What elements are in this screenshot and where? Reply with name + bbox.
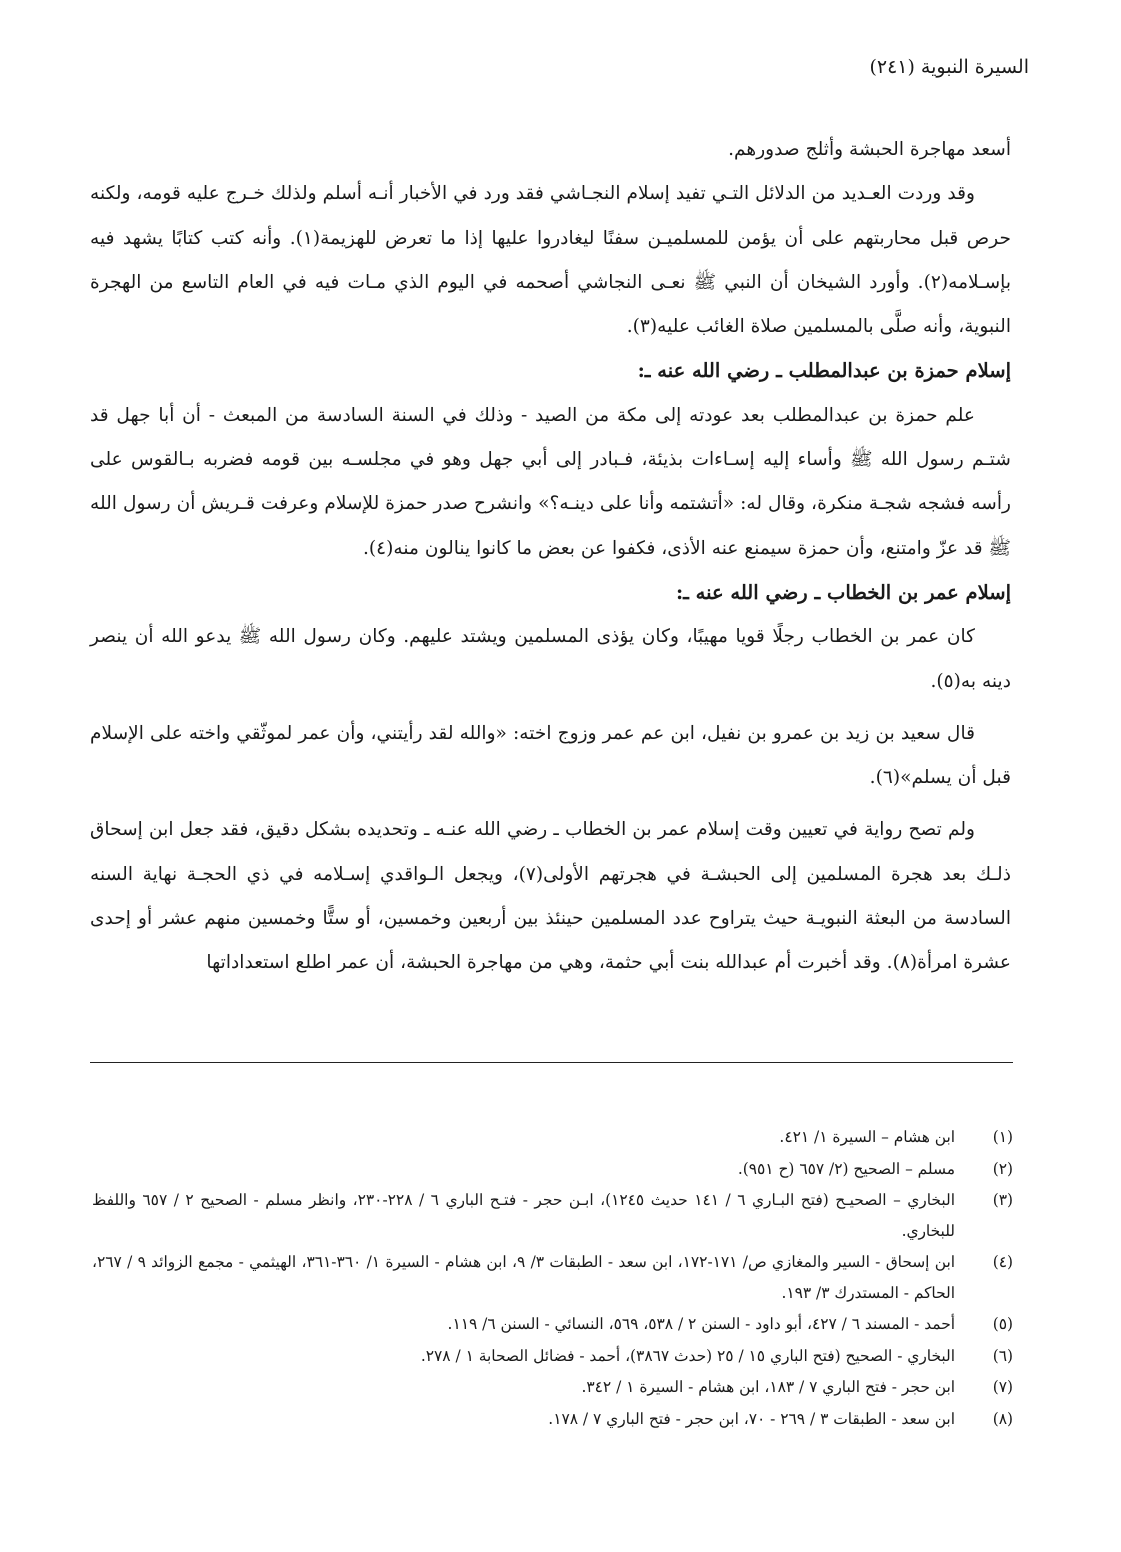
footnote-text: ابن حجر - فتح الباري ٧ / ١٨٣، ابن هشام - السيرة ١ / ٣٤٢. xyxy=(581,1378,955,1396)
paragraph-umar-intro: كان عمر بن الخطاب رجلًا قويا مهيبًا، وكان يؤذى المسلمين ويشتد عليهم. وكان رسول الله ﷺ يدعو الله أن ينصر دينه به(٥). xyxy=(90,626,1011,692)
footnote-number: (٢) xyxy=(992,1159,1013,1178)
footnote-divider xyxy=(90,1062,1013,1063)
footnote-number: (٥) xyxy=(992,1315,1013,1333)
paragraph-umar-timing: ولم تصح رواية في تعيين وقت إسلام عمر بن الخطاب ـ رضي الله عنـه ـ وتحديده بشكل دقيق، فقد جعل ابن إسحاق ذلـك بعد هجرة المسلمين إلى الحبشـة في هجرتهم الأولى(٧)، ويجعل الـواقدي إسـلامه في ذي الحجـة نهاية السنه السادسة من البعثة النبويـة حيث يتراوح عدد المسلمين حينئذ بين أربعين وخمسين، أو ستًّا وخمسين منهم عشر أو إحدى عشرة امرأة(٨). وقد أخبرت أم عبدالله بنت أبي حثمة، وهي من مهاجرة الحبشة، أن عمر اطلع استعداداتها xyxy=(90,819,1011,974)
paragraph-najashi: وقد وردت العـديد من الدلائل التـي تفيد إسلام النجـاشي فقد ورد في الأخبار أنـه أسلم ولذلك خـرج عليه قومه، ولكنه حرص قبل محاربتهم على أن يؤمن للمسلميـن سفنًا ليغادروا عليها إذا ما تعرض للهزيمة(١). وأنه كتب كتابًا يشهد فيه بإسـلامه(٢). وأورد الشيخان أن النبي ﷺ نعـى النجاشي أصحمه في اليوم الذي مـات فيه في العام التاسع من الهجرة النبوية، وأنه صلَّى بالمسلمين صلاة الغائب عليه(٣). xyxy=(90,183,1011,338)
footnote-number: (٦) xyxy=(992,1346,1013,1365)
section-heading-hamza: إسلام حمزة بن عبدالمطلب ـ رضي الله عنه ـ: xyxy=(637,359,1011,383)
footnote-item xyxy=(92,1247,1013,1308)
footnote-number: (٤) xyxy=(992,1253,1013,1271)
paragraph-said-quote: قال سعيد بن زيد بن عمرو بن نفيل، ابن عم عمر وزوج اخته: «والله لقد رأيتني، وأن عمر لموثّقي واخته على الإسلام قبل أن يسلم»(٦). xyxy=(90,722,1011,789)
footnote-text: البخاري – الصحيـح (فتح البـاري ٦ / ١٤١ حديث ١٢٤٥)، ابـن حجر - فتـح الباري ٦ / ٢٢٨-٢٣٠، وانظر مسلم - الصحيح ٢ / ٦٥٧ واللفظ للبخاري. xyxy=(92,1191,955,1240)
footnote-item xyxy=(92,1154,1013,1185)
footnote-text: ابن سعد - الطبقات ٣ / ٢٦٩ - ٧٠، ابن حجر - فتح الباري ٧ / ١٧٨. xyxy=(548,1409,955,1428)
footnote-item xyxy=(92,1372,1013,1403)
footnote-number: (١) xyxy=(992,1128,1013,1146)
footnote-number: (٧) xyxy=(992,1378,1013,1396)
footnote-item xyxy=(92,1309,1013,1340)
footnote-item xyxy=(92,1341,1013,1372)
paragraph-continuation: أسعد مهاجرة الحبشة وأثلج صدورهم. xyxy=(728,139,1011,160)
footnote-item xyxy=(92,1404,1013,1435)
footnote-text: مسلم – الصحيح (٢/ ٦٥٧ (ح ٩٥١). xyxy=(737,1159,955,1178)
footnote-text: البخاري - الصحيح (فتح الباري ١٥ / ٢٥ (حدث ٣٨٦٧)، أحمد - فضائل الصحابة ١ / ٢٧٨. xyxy=(420,1346,955,1365)
footnotes-list xyxy=(92,1122,1013,1435)
footnote-number: (٨) xyxy=(992,1409,1013,1428)
section-heading-umar: إسلام عمر بن الخطاب ـ رضي الله عنه ـ: xyxy=(675,580,1011,604)
paragraph-hamza: علم حمزة بن عبدالمطلب بعد عودته إلى مكة من الصيد - وذلك في السنة السادسة من المبعث - أن أبا جهل قد شتـم رسول الله ﷺ وأساء إليه إسـاءات بذيئة، فـبادر إلى أبي جهل وهو في مجلسـه بين قومه فضربه بـالقوس على رأسه فشجه شجـة منكرة، وقال له: «أتشتمه وأنا على دينـه؟» وانشرح صدر حمزة للإسلام وعرفت قـريش أن رسول الله ﷺ قد عزّ وامتنع، وأن حمزة سيمنع عنه الأذى، فكفوا عن بعض ما كانوا ينالون منه(٤). xyxy=(90,404,1011,559)
footnote-number: (٣) xyxy=(992,1191,1013,1209)
main-text xyxy=(90,128,1011,986)
footnote-text: ابن هشام – السيرة ١/ ٤٢١. xyxy=(779,1128,955,1146)
footnote-item xyxy=(92,1122,1013,1153)
footnote-text: ابن إسحاق - السير والمغازي ص/ ١٧١-١٧٢، ابن سعد - الطبقات ٣/ ٩، ابن هشام - السيرة ١/ ٣٦٠-٣٦١، الهيثمي - مجمع الزوائد ٩ / ٢٦٧، الحاكم - المستدرك ٣/ ١٩٣. xyxy=(92,1253,956,1302)
running-header: السيرة النبوية (٢٤١) xyxy=(869,56,1029,78)
footnote-text: أحمد - المسند ٦ / ٤٢٧، أبو داود - السنن ٢ / ٥٣٨، ٥٦٩، النسائي - السنن ٦/ ١١٩. xyxy=(447,1315,955,1333)
footnote-item xyxy=(92,1185,1013,1246)
